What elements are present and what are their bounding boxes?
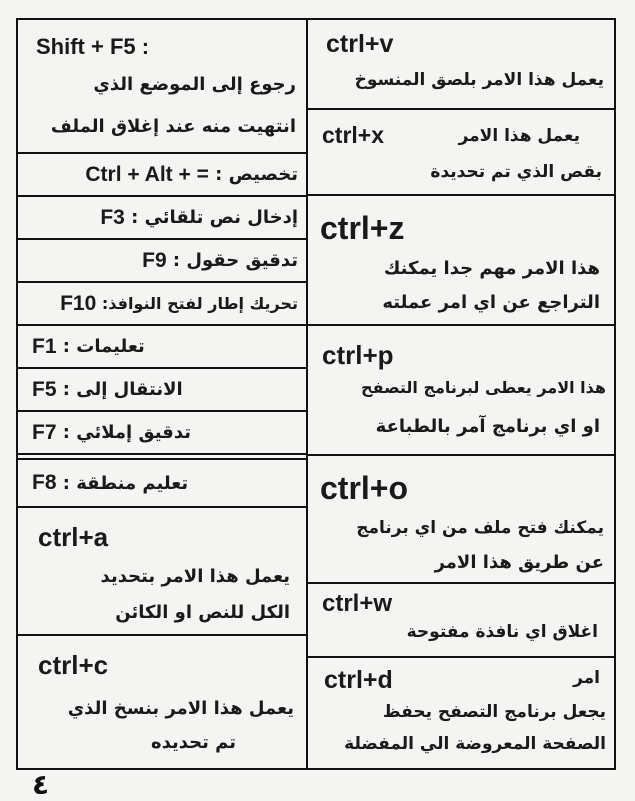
cell-ctrl-o <box>306 454 616 584</box>
shortcut-key: Ctrl + Alt + = <box>85 162 209 186</box>
cell-ctrl-c <box>16 634 308 770</box>
shortcut-key: F9 <box>142 248 167 272</box>
shortcut-description: بقص الذي تم تحديدة <box>430 162 602 182</box>
shortcut-key: F10 <box>60 291 97 315</box>
shortcut-description: الصفحة المعروضة الي المفضلة <box>344 734 606 754</box>
cell-ctrl-z <box>306 194 616 326</box>
shortcut-key: F5 <box>32 377 57 401</box>
shortcut-key: ctrl+p <box>322 340 394 370</box>
shortcut-description: انتهيت منه عند إغلاق الملف <box>50 116 296 137</box>
cell-f8 <box>16 458 308 508</box>
shortcut-description: هذا الامر يعطى لبرنامج التصفح <box>361 378 606 397</box>
shortcut-key: ctrl+x <box>322 122 385 148</box>
shortcut-label: تخصيص : <box>215 164 298 185</box>
cell-ctrl-a <box>16 506 308 636</box>
shortcut-key: ctrl+a <box>38 522 109 552</box>
cell-f10 <box>16 281 308 326</box>
shortcut-label: تعليمات : <box>62 336 145 357</box>
shortcut-description: التراجع عن اي امر عملته <box>382 292 600 313</box>
cell-shift-f5 <box>16 18 308 154</box>
shortcut-description: عن طريق هذا الامر <box>434 552 604 573</box>
shortcut-label: الانتقال إلى : <box>62 379 183 400</box>
shortcut-key: ctrl+w <box>322 590 393 617</box>
cell-f5 <box>16 367 308 412</box>
shortcut-description: يجعل برنامج التصفح يحفظ <box>382 702 606 722</box>
shortcut-label: تحريك إطار لفتح النوافذ: <box>101 294 298 313</box>
cell-ctrl-x <box>306 108 616 196</box>
shortcut-description: يعمل هذا الامر <box>458 126 580 146</box>
shortcut-description: او اي برنامج آمر بالطباعة <box>375 416 600 437</box>
shortcut-key: ctrl+z <box>320 210 405 246</box>
shortcut-description: يمكنك فتح ملف من اي برنامج <box>356 518 604 538</box>
cell-ctrl-p <box>306 324 616 456</box>
cell-ctrl-w <box>306 582 616 658</box>
shortcut-key: ctrl+v <box>326 30 394 58</box>
shortcut-key: F1 <box>32 334 57 358</box>
cell-ctrl-v <box>306 18 616 110</box>
cell-f9 <box>16 238 308 283</box>
shortcut-description: يعمل هذا الامر بلصق المنسوخ <box>354 70 604 90</box>
shortcut-description: يعمل هذا الامر بنسخ الذي <box>67 698 294 719</box>
shortcut-description: رجوع إلى الموضع الذي <box>93 74 296 95</box>
cell-f3 <box>16 195 308 240</box>
cell-f1 <box>16 324 308 369</box>
shortcut-label: تعليم منطقة : <box>62 472 189 494</box>
cell-f7 <box>16 410 308 455</box>
shortcut-description: الكل للنص او الكائن <box>115 602 290 623</box>
shortcut-key: ctrl+c <box>38 650 109 680</box>
shortcut-description: امر <box>573 668 600 688</box>
shortcut-description: اغلاق اي نافذة مفتوحة <box>406 622 598 642</box>
shortcut-key: F8 <box>32 471 57 494</box>
shortcut-key: F7 <box>32 420 57 444</box>
cell-ctrl-d <box>306 656 616 770</box>
shortcut-key: Shift + F5 : <box>36 34 150 59</box>
shortcut-description: يعمل هذا الامر بتحديد <box>100 566 290 587</box>
cell-customize <box>16 152 308 197</box>
shortcut-key: ctrl+d <box>324 666 393 694</box>
shortcut-label: تدقيق إملائي : <box>62 422 191 443</box>
shortcut-description: تم تحديده <box>150 732 236 753</box>
page-number: ٤ <box>32 768 50 801</box>
shortcut-key: ctrl+o <box>320 470 409 506</box>
shortcut-label: إدخال نص تلقائي : <box>131 207 298 228</box>
shortcut-key: F3 <box>100 205 125 229</box>
shortcut-description: هذا الامر مهم جدا يمكنك <box>383 258 600 279</box>
shortcut-label: تدقيق حقول : <box>172 250 298 271</box>
